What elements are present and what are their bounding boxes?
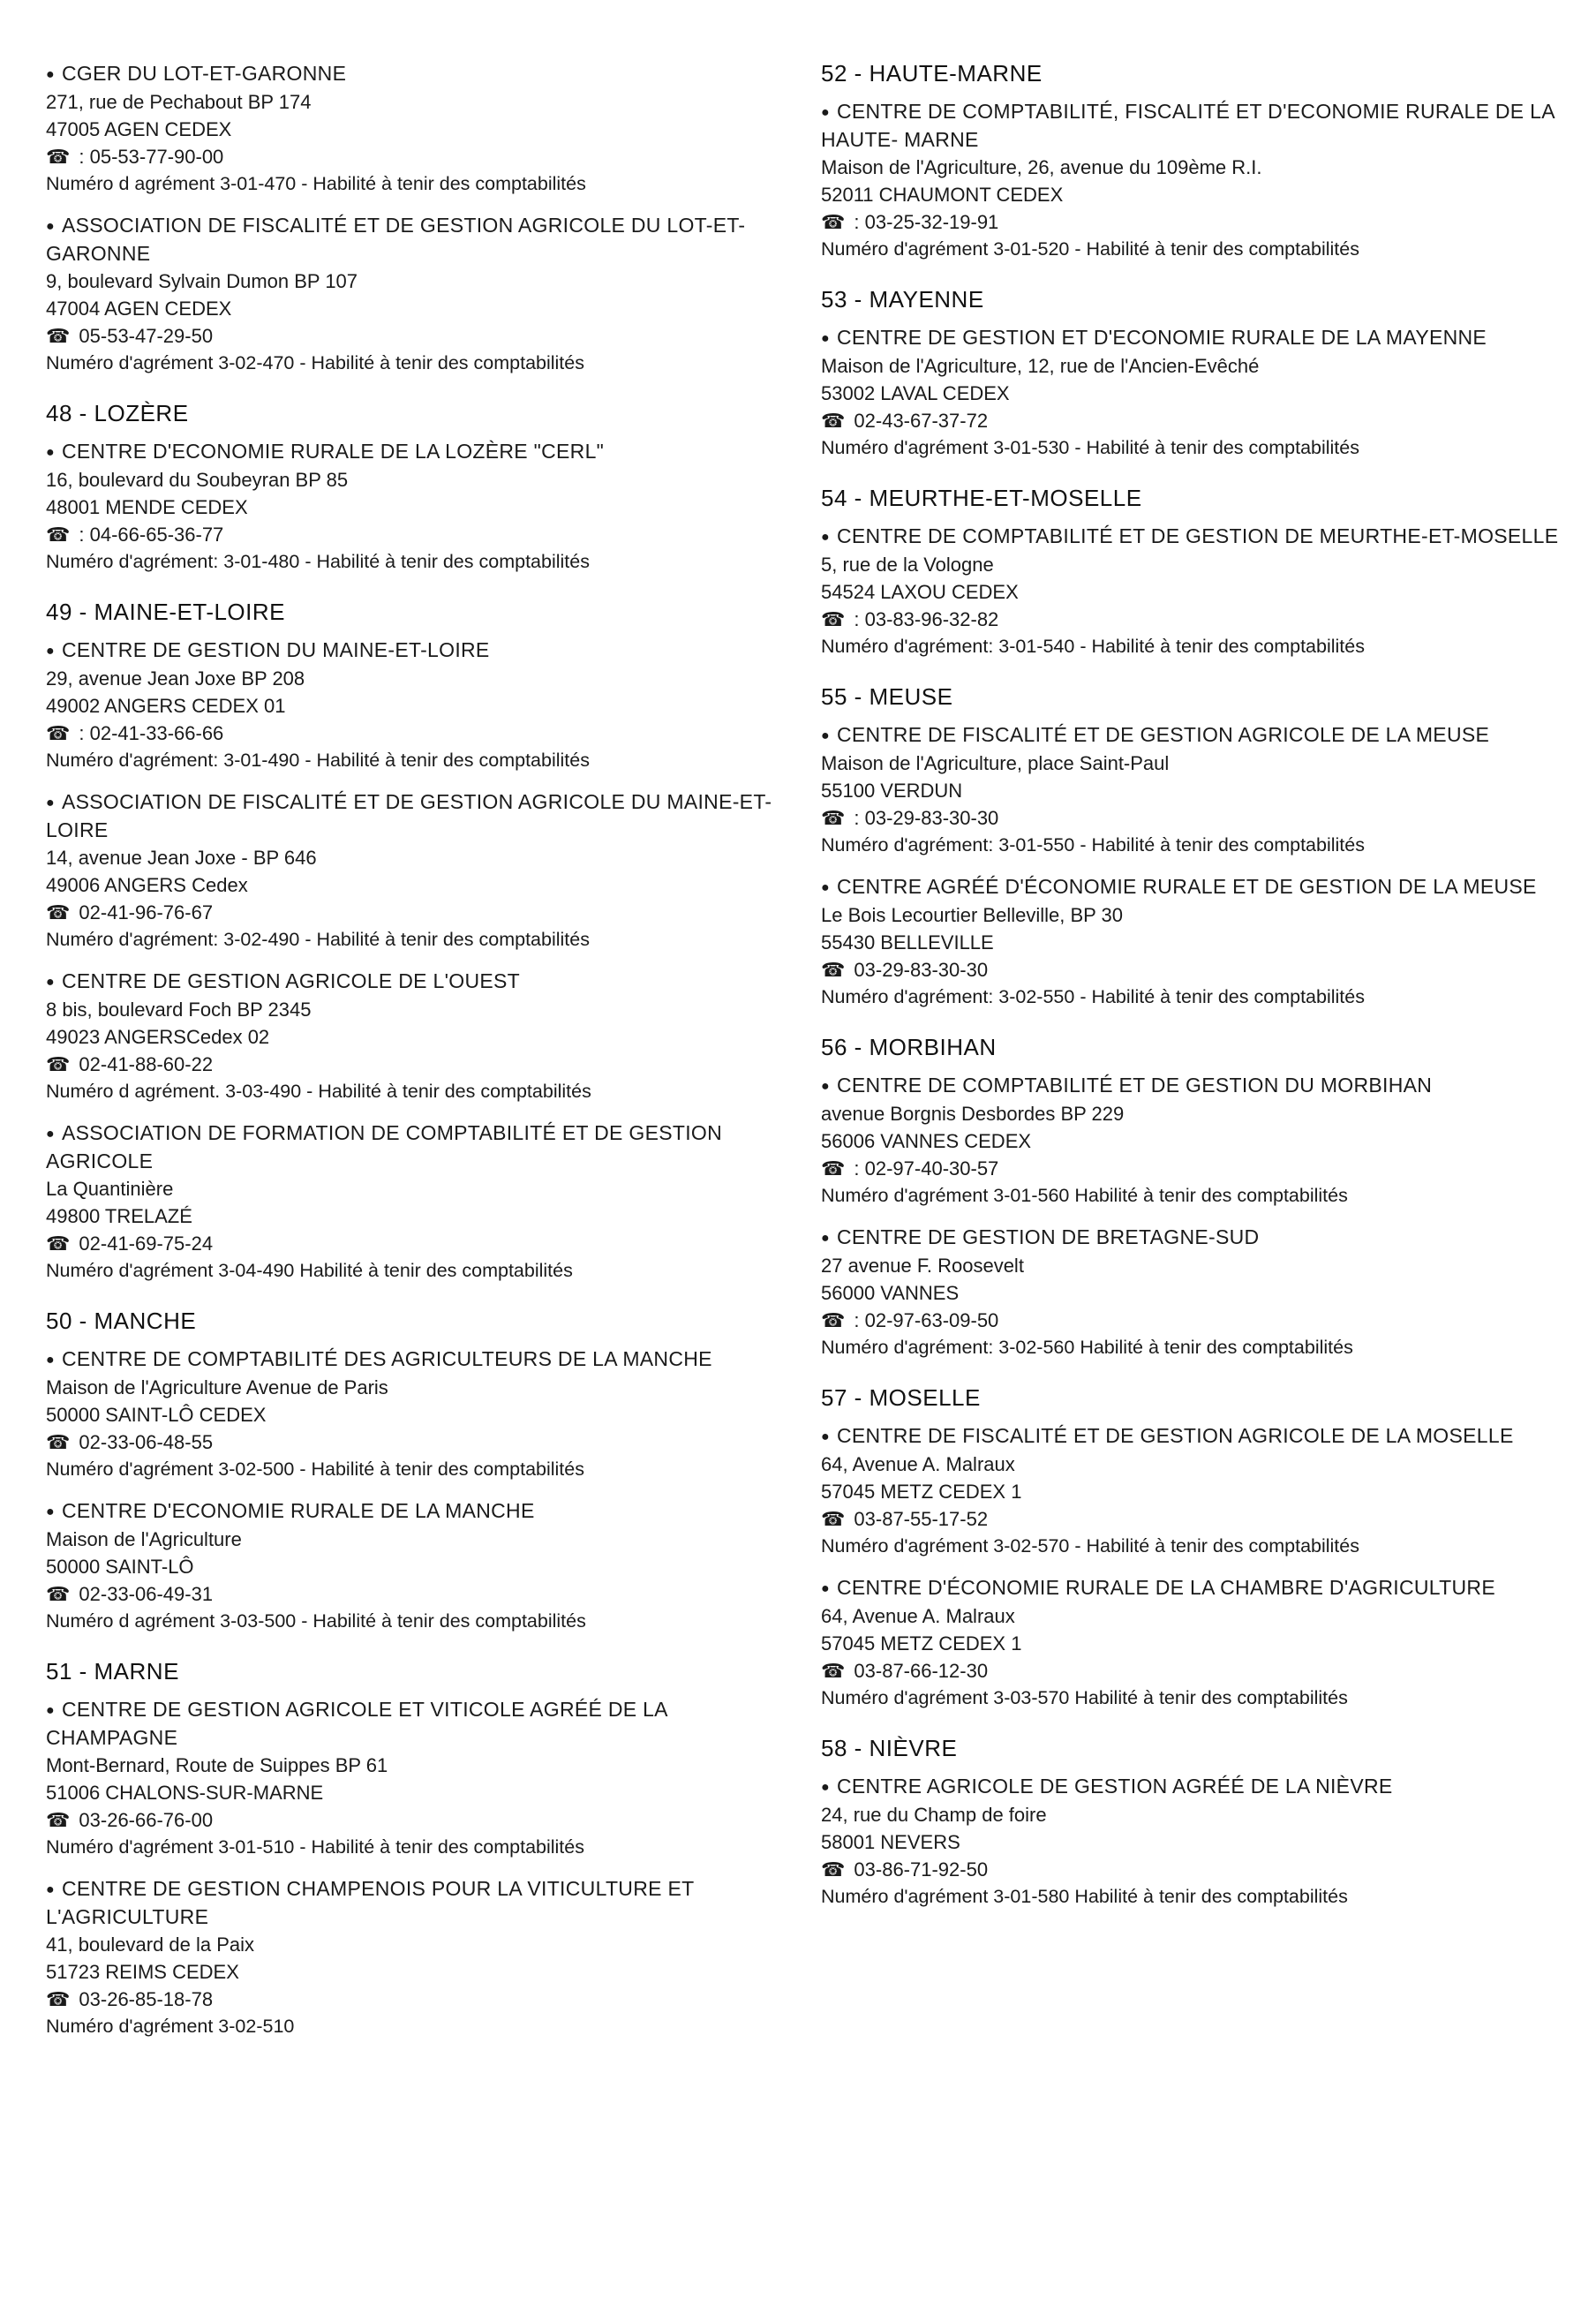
telephone-icon: ☎	[46, 1232, 71, 1255]
address-line: 55430 BELLEVILLE	[821, 931, 994, 954]
phone-number: : 02-41-33-66-66	[79, 722, 224, 744]
organization-name-line	[821, 1574, 1562, 1602]
organization-entry	[821, 1072, 1562, 1210]
bullet-icon: ●	[46, 445, 55, 460]
address-line: 49002 ANGERS CEDEX 01	[46, 695, 286, 717]
organization-entry	[821, 1773, 1562, 1911]
organization-entry	[821, 873, 1562, 1011]
telephone-icon: ☎	[821, 211, 846, 233]
telephone-icon: ☎	[821, 410, 846, 432]
department-section	[821, 286, 1562, 462]
telephone-icon: ☎	[821, 1858, 846, 1881]
organization-name-line	[821, 1773, 1562, 1801]
address-line: 14, avenue Jean Joxe - BP 646	[46, 847, 317, 869]
organization-name: CENTRE DE COMPTABILITÉ DES AGRICULTEURS DE LA MANCHE	[61, 1347, 712, 1370]
organization-name-line	[821, 1072, 1562, 1100]
agrement-number: Numéro d'agrément 3-01-520 - Habilité à tenir des comptabilités	[821, 238, 1359, 260]
bullet-icon: ●	[46, 67, 55, 82]
organization-entry	[46, 60, 787, 198]
department-section	[821, 1034, 1562, 1361]
address-line: 41, boulevard de la Paix	[46, 1933, 255, 1956]
address-line: 8 bis, boulevard Foch BP 2345	[46, 999, 312, 1021]
organization-name: CENTRE DE COMPTABILITÉ, FISCALITÉ ET D'ECONOMIE RURALE DE LA HAUTE- MARNE	[821, 100, 1561, 151]
phone-number: 02-33-06-48-55	[79, 1431, 214, 1453]
address-line: 58001 NEVERS	[821, 1831, 960, 1853]
address-line: Maison de l'Agriculture	[46, 1528, 242, 1550]
phone-line	[46, 720, 787, 747]
department-title: 51 - MARNE	[46, 1658, 179, 1685]
telephone-icon: ☎	[46, 722, 71, 744]
organization-name-line	[46, 1345, 787, 1374]
organization-name-line	[46, 968, 787, 996]
agrement-number: Numéro d'agrément 3-02-510	[46, 2016, 295, 2037]
organization-name: CENTRE DE GESTION DU MAINE-ET-LOIRE	[61, 638, 490, 661]
phone-number: 03-86-71-92-50	[854, 1858, 989, 1881]
phone-line	[46, 521, 787, 548]
phone-line	[821, 956, 1562, 984]
agrement-number: Numéro d agrément 3-03-500 - Habilité à tenir des comptabilités	[46, 1610, 586, 1632]
organization-name: CENTRE D'ECONOMIE RURALE DE LA LOZÈRE "CERL"	[61, 440, 605, 463]
address-line: 27 avenue F. Roosevelt	[821, 1255, 1024, 1277]
organization-entry	[46, 1497, 787, 1635]
phone-number: 03-87-55-17-52	[854, 1508, 989, 1530]
bullet-icon: ●	[821, 530, 830, 545]
telephone-icon: ☎	[46, 524, 71, 546]
organization-name: CENTRE DE COMPTABILITÉ ET DE GESTION DU MORBIHAN	[836, 1074, 1433, 1097]
phone-line	[46, 1428, 787, 1456]
phone-number: 02-33-06-49-31	[79, 1583, 214, 1605]
organization-name: CENTRE DE FISCALITÉ ET DE GESTION AGRICOLE DE LA MOSELLE	[836, 1424, 1514, 1447]
phone-number: 03-29-83-30-30	[854, 959, 989, 981]
bullet-icon: ●	[46, 1703, 55, 1718]
telephone-icon: ☎	[821, 1309, 846, 1331]
bullet-icon: ●	[821, 1429, 830, 1444]
address-line: 47005 AGEN CEDEX	[46, 118, 232, 140]
organization-name: CENTRE AGRÉÉ D'ÉCONOMIE RURALE ET DE GESTION DE LA MEUSE	[836, 875, 1537, 898]
organization-name-line	[46, 1497, 787, 1526]
organization-name-line	[46, 788, 787, 844]
department-title: 54 - MEURTHE-ET-MOSELLE	[821, 485, 1142, 511]
address-line: 57045 METZ CEDEX 1	[821, 1481, 1022, 1503]
department-title: 50 - MANCHE	[46, 1308, 197, 1334]
organization-name-line	[821, 1224, 1562, 1252]
address-line: Maison de l'Agriculture, 26, avenue du 109ème R.I.	[821, 156, 1262, 178]
left-column	[46, 60, 787, 2063]
address-line: 29, avenue Jean Joxe BP 208	[46, 667, 305, 690]
bullet-icon: ●	[46, 1882, 55, 1897]
organization-name-line	[46, 212, 787, 268]
bullet-icon: ●	[821, 1231, 830, 1246]
phone-number: 02-41-88-60-22	[79, 1053, 214, 1075]
organization-name-line	[46, 1696, 787, 1752]
organization-entry	[46, 968, 787, 1105]
bullet-icon: ●	[821, 1581, 830, 1596]
organization-name: CENTRE DE GESTION CHAMPENOIS POUR LA VITICULTURE ET L'AGRICULTURE	[46, 1877, 700, 1928]
address-line: 57045 METZ CEDEX 1	[821, 1632, 1022, 1655]
organization-name: ASSOCIATION DE FORMATION DE COMPTABILITÉ ET DE GESTION AGRICOLE	[46, 1121, 727, 1172]
bullet-icon: ●	[46, 219, 55, 234]
address-line: 49006 ANGERS Cedex	[46, 874, 248, 896]
phone-line	[46, 1986, 787, 2013]
agrement-number: Numéro d'agrément: 3-02-490 - Habilité à tenir des comptabilités	[46, 929, 590, 950]
address-line: Maison de l'Agriculture, place Saint-Paul	[821, 752, 1170, 774]
agrement-number: Numéro d'agrément 3-01-560 Habilité à tenir des comptabilités	[821, 1185, 1348, 1206]
agrement-number: Numéro d'agrément: 3-02-560 Habilité à tenir des comptabilités	[821, 1337, 1353, 1358]
department-title: 53 - MAYENNE	[821, 286, 984, 313]
organization-entry	[821, 1224, 1562, 1361]
phone-line	[821, 1155, 1562, 1182]
agrement-number: Numéro d'agrément 3-01-510 - Habilité à tenir des comptabilités	[46, 1836, 584, 1858]
agrement-number: Numéro d'agrément: 3-01-550 - Habilité à tenir des comptabilités	[821, 834, 1365, 856]
organization-entry	[46, 1119, 787, 1285]
phone-number: 03-87-66-12-30	[854, 1660, 989, 1682]
organization-entry	[821, 721, 1562, 859]
organization-name: CENTRE DE GESTION ET D'ECONOMIE RURALE DE LA MAYENNE	[836, 326, 1487, 349]
department-section	[821, 1735, 1562, 1911]
phone-line	[821, 208, 1562, 236]
organization-entry	[821, 1422, 1562, 1560]
address-line: 50000 SAINT-LÔ	[46, 1556, 194, 1578]
department-section	[46, 400, 787, 576]
phone-number: 05-53-47-29-50	[79, 325, 214, 347]
organization-name-line	[821, 98, 1562, 154]
organization-entry	[46, 637, 787, 774]
address-line: 24, rue du Champ de foire	[821, 1804, 1047, 1826]
organization-name-line	[46, 438, 787, 466]
organization-name: ASSOCIATION DE FISCALITÉ ET DE GESTION AGRICOLE DU LOT-ET-GARONNE	[46, 214, 746, 265]
bullet-icon: ●	[46, 644, 55, 659]
bullet-icon: ●	[821, 728, 830, 743]
agrement-number: Numéro d'agrément: 3-01-540 - Habilité à tenir des comptabilités	[821, 636, 1365, 657]
agrement-number: Numéro d'agrément: 3-01-480 - Habilité à tenir des comptabilités	[46, 551, 590, 572]
address-line: 64, Avenue A. Malraux	[821, 1453, 1015, 1475]
department-title: 55 - MEUSE	[821, 683, 953, 710]
phone-number: 02-41-69-75-24	[79, 1232, 214, 1255]
bullet-icon: ●	[46, 1353, 55, 1368]
phone-line	[821, 1657, 1562, 1685]
address-line: 271, rue de Pechabout BP 174	[46, 91, 312, 113]
address-line: 48001 MENDE CEDEX	[46, 496, 248, 518]
address-line: avenue Borgnis Desbordes BP 229	[821, 1103, 1125, 1125]
phone-number: : 04-66-65-36-77	[79, 524, 224, 546]
agrement-number: Numéro d'agrément 3-02-500 - Habilité à tenir des comptabilités	[46, 1459, 584, 1480]
department-section	[821, 1384, 1562, 1712]
phone-line	[46, 1580, 787, 1608]
address-line: 52011 CHAUMONT CEDEX	[821, 184, 1064, 206]
address-line: 50000 SAINT-LÔ CEDEX	[46, 1404, 267, 1426]
department-title: 58 - NIÈVRE	[821, 1735, 958, 1761]
organization-name: CENTRE DE COMPTABILITÉ ET DE GESTION DE MEURTHE-ET-MOSELLE	[836, 524, 1559, 547]
agrement-number: Numéro d'agrément 3-02-570 - Habilité à tenir des comptabilités	[821, 1535, 1359, 1557]
telephone-icon: ☎	[821, 608, 846, 630]
organization-name-line	[46, 637, 787, 665]
department-title: 56 - MORBIHAN	[821, 1034, 997, 1060]
agrement-number: Numéro d'agrément: 3-02-550 - Habilité à tenir des comptabilités	[821, 986, 1365, 1007]
phone-line	[821, 804, 1562, 832]
organization-name-line	[46, 1119, 787, 1175]
organization-entry	[46, 1696, 787, 1861]
phone-number: : 03-83-96-32-82	[854, 608, 999, 630]
department-title: 48 - LOZÈRE	[46, 400, 189, 426]
organization-name: CENTRE DE GESTION DE BRETAGNE-SUD	[836, 1225, 1260, 1248]
phone-number: : 02-97-63-09-50	[854, 1309, 999, 1331]
bullet-icon: ●	[46, 1504, 55, 1519]
organization-entry	[821, 523, 1562, 660]
telephone-icon: ☎	[821, 807, 846, 829]
address-line: 47004 AGEN CEDEX	[46, 298, 232, 320]
address-line: 53002 LAVAL CEDEX	[821, 382, 1010, 404]
organization-name: CENTRE DE GESTION AGRICOLE ET VITICOLE AGRÉÉ DE LA CHAMPAGNE	[46, 1698, 674, 1749]
phone-line	[821, 1307, 1562, 1334]
phone-number: : 03-29-83-30-30	[854, 807, 999, 829]
bullet-icon: ●	[821, 1780, 830, 1795]
bullet-icon: ●	[821, 105, 830, 120]
address-line: La Quantinière	[46, 1178, 174, 1200]
department-title: 57 - MOSELLE	[821, 1384, 981, 1411]
address-line: 9, boulevard Sylvain Dumon BP 107	[46, 270, 358, 292]
bullet-icon: ●	[821, 331, 830, 346]
organization-entry	[46, 1875, 787, 2040]
organization-name: CENTRE DE GESTION AGRICOLE DE L'OUEST	[61, 969, 520, 992]
department-section	[46, 60, 787, 377]
agrement-number: Numéro d'agrément: 3-01-490 - Habilité à tenir des comptabilités	[46, 750, 590, 771]
telephone-icon: ☎	[821, 1157, 846, 1180]
address-line: 51006 CHALONS-SUR-MARNE	[46, 1782, 324, 1804]
agrement-number: Numéro d'agrément 3-01-580 Habilité à tenir des comptabilités	[821, 1886, 1348, 1907]
agrement-number: Numéro d agrément 3-01-470 - Habilité à tenir des comptabilités	[46, 173, 586, 194]
phone-line	[821, 1505, 1562, 1533]
organization-entry	[46, 212, 787, 377]
address-line: 49800 TRELAZÉ	[46, 1205, 192, 1227]
organization-name-line	[46, 1875, 787, 1931]
phone-number: : 03-25-32-19-91	[854, 211, 999, 233]
phone-line	[821, 1856, 1562, 1883]
department-title: 49 - MAINE-ET-LOIRE	[46, 599, 285, 625]
address-line: 56006 VANNES CEDEX	[821, 1130, 1032, 1152]
phone-line	[46, 1230, 787, 1257]
phone-line	[46, 322, 787, 350]
address-line: Mont-Bernard, Route de Suippes BP 61	[46, 1754, 388, 1776]
agrement-number: Numéro d'agrément 3-02-470 - Habilité à tenir des comptabilités	[46, 352, 584, 373]
organization-entry	[821, 98, 1562, 263]
phone-line	[46, 899, 787, 926]
address-line: 5, rue de la Vologne	[821, 554, 994, 576]
telephone-icon: ☎	[46, 1431, 71, 1453]
address-line: 49023 ANGERSCedex 02	[46, 1026, 270, 1048]
telephone-icon: ☎	[821, 1508, 846, 1530]
organization-entry	[46, 438, 787, 576]
agrement-number: Numéro d'agrément 3-01-530 - Habilité à tenir des comptabilités	[821, 437, 1359, 458]
phone-number: 02-43-67-37-72	[854, 410, 989, 432]
address-line: 64, Avenue A. Malraux	[821, 1605, 1015, 1627]
organization-entry	[46, 1345, 787, 1483]
address-line: Maison de l'Agriculture Avenue de Paris	[46, 1376, 388, 1398]
organization-name-line	[821, 1422, 1562, 1451]
phone-line	[46, 143, 787, 170]
department-section	[46, 1308, 787, 1635]
address-line: 51723 REIMS CEDEX	[46, 1961, 239, 1983]
bullet-icon: ●	[821, 1079, 830, 1094]
bullet-icon: ●	[46, 975, 55, 990]
bullet-icon: ●	[46, 1127, 55, 1142]
organization-name-line	[821, 324, 1562, 352]
address-line: Maison de l'Agriculture, 12, rue de l'Ancien-Evêché	[821, 355, 1260, 377]
organization-entry	[46, 788, 787, 954]
organization-name: CENTRE AGRICOLE DE GESTION AGRÉÉ DE LA NIÈVRE	[836, 1775, 1393, 1798]
bullet-icon: ●	[821, 880, 830, 895]
phone-number: 03-26-66-76-00	[79, 1809, 214, 1831]
telephone-icon: ☎	[46, 1809, 71, 1831]
phone-line	[46, 1051, 787, 1078]
organization-name: CENTRE D'ÉCONOMIE RURALE DE LA CHAMBRE D'AGRICULTURE	[836, 1576, 1495, 1599]
bullet-icon: ●	[46, 795, 55, 810]
address-line: 16, boulevard du Soubeyran BP 85	[46, 469, 349, 491]
agrement-number: Numéro d agrément. 3-03-490 - Habilité à tenir des comptabilités	[46, 1081, 591, 1102]
phone-number: 02-41-96-76-67	[79, 901, 214, 923]
organization-name: CENTRE DE FISCALITÉ ET DE GESTION AGRICOLE DE LA MEUSE	[836, 723, 1490, 746]
phone-number: : 02-97-40-30-57	[854, 1157, 999, 1180]
organization-entry	[821, 1574, 1562, 1712]
telephone-icon: ☎	[821, 959, 846, 981]
address-line: 56000 VANNES	[821, 1282, 960, 1304]
department-title: 52 - HAUTE-MARNE	[821, 60, 1043, 87]
telephone-icon: ☎	[46, 146, 71, 168]
department-section	[821, 683, 1562, 1011]
organization-name-line	[46, 60, 787, 88]
department-section	[821, 485, 1562, 660]
telephone-icon: ☎	[46, 901, 71, 923]
phone-number: : 05-53-77-90-00	[79, 146, 224, 168]
organization-name-line	[821, 523, 1562, 551]
phone-number: 03-26-85-18-78	[79, 1988, 214, 2010]
organization-name: CENTRE D'ECONOMIE RURALE DE LA MANCHE	[61, 1499, 535, 1522]
organization-name: CGER DU LOT-ET-GARONNE	[61, 62, 347, 85]
telephone-icon: ☎	[46, 1988, 71, 2010]
agrement-number: Numéro d'agrément 3-04-490 Habilité à tenir des comptabilités	[46, 1260, 573, 1281]
telephone-icon: ☎	[821, 1660, 846, 1682]
organization-name-line	[821, 873, 1562, 901]
address-line: Le Bois Lecourtier Belleville, BP 30	[821, 904, 1124, 926]
telephone-icon: ☎	[46, 1583, 71, 1605]
phone-line	[46, 1806, 787, 1834]
organization-entry	[821, 324, 1562, 462]
department-section	[46, 1658, 787, 2040]
department-section	[46, 599, 787, 1285]
right-column	[821, 60, 1562, 1933]
address-line: 55100 VERDUN	[821, 780, 963, 802]
organization-name-line	[821, 721, 1562, 750]
address-line: 54524 LAXOU CEDEX	[821, 581, 1019, 603]
organization-name: ASSOCIATION DE FISCALITÉ ET DE GESTION AGRICOLE DU MAINE-ET-LOIRE	[46, 790, 772, 841]
phone-line	[821, 606, 1562, 633]
department-section	[821, 60, 1562, 263]
telephone-icon: ☎	[46, 1053, 71, 1075]
phone-line	[821, 407, 1562, 434]
telephone-icon: ☎	[46, 325, 71, 347]
agrement-number: Numéro d'agrément 3-03-570 Habilité à tenir des comptabilités	[821, 1687, 1348, 1708]
